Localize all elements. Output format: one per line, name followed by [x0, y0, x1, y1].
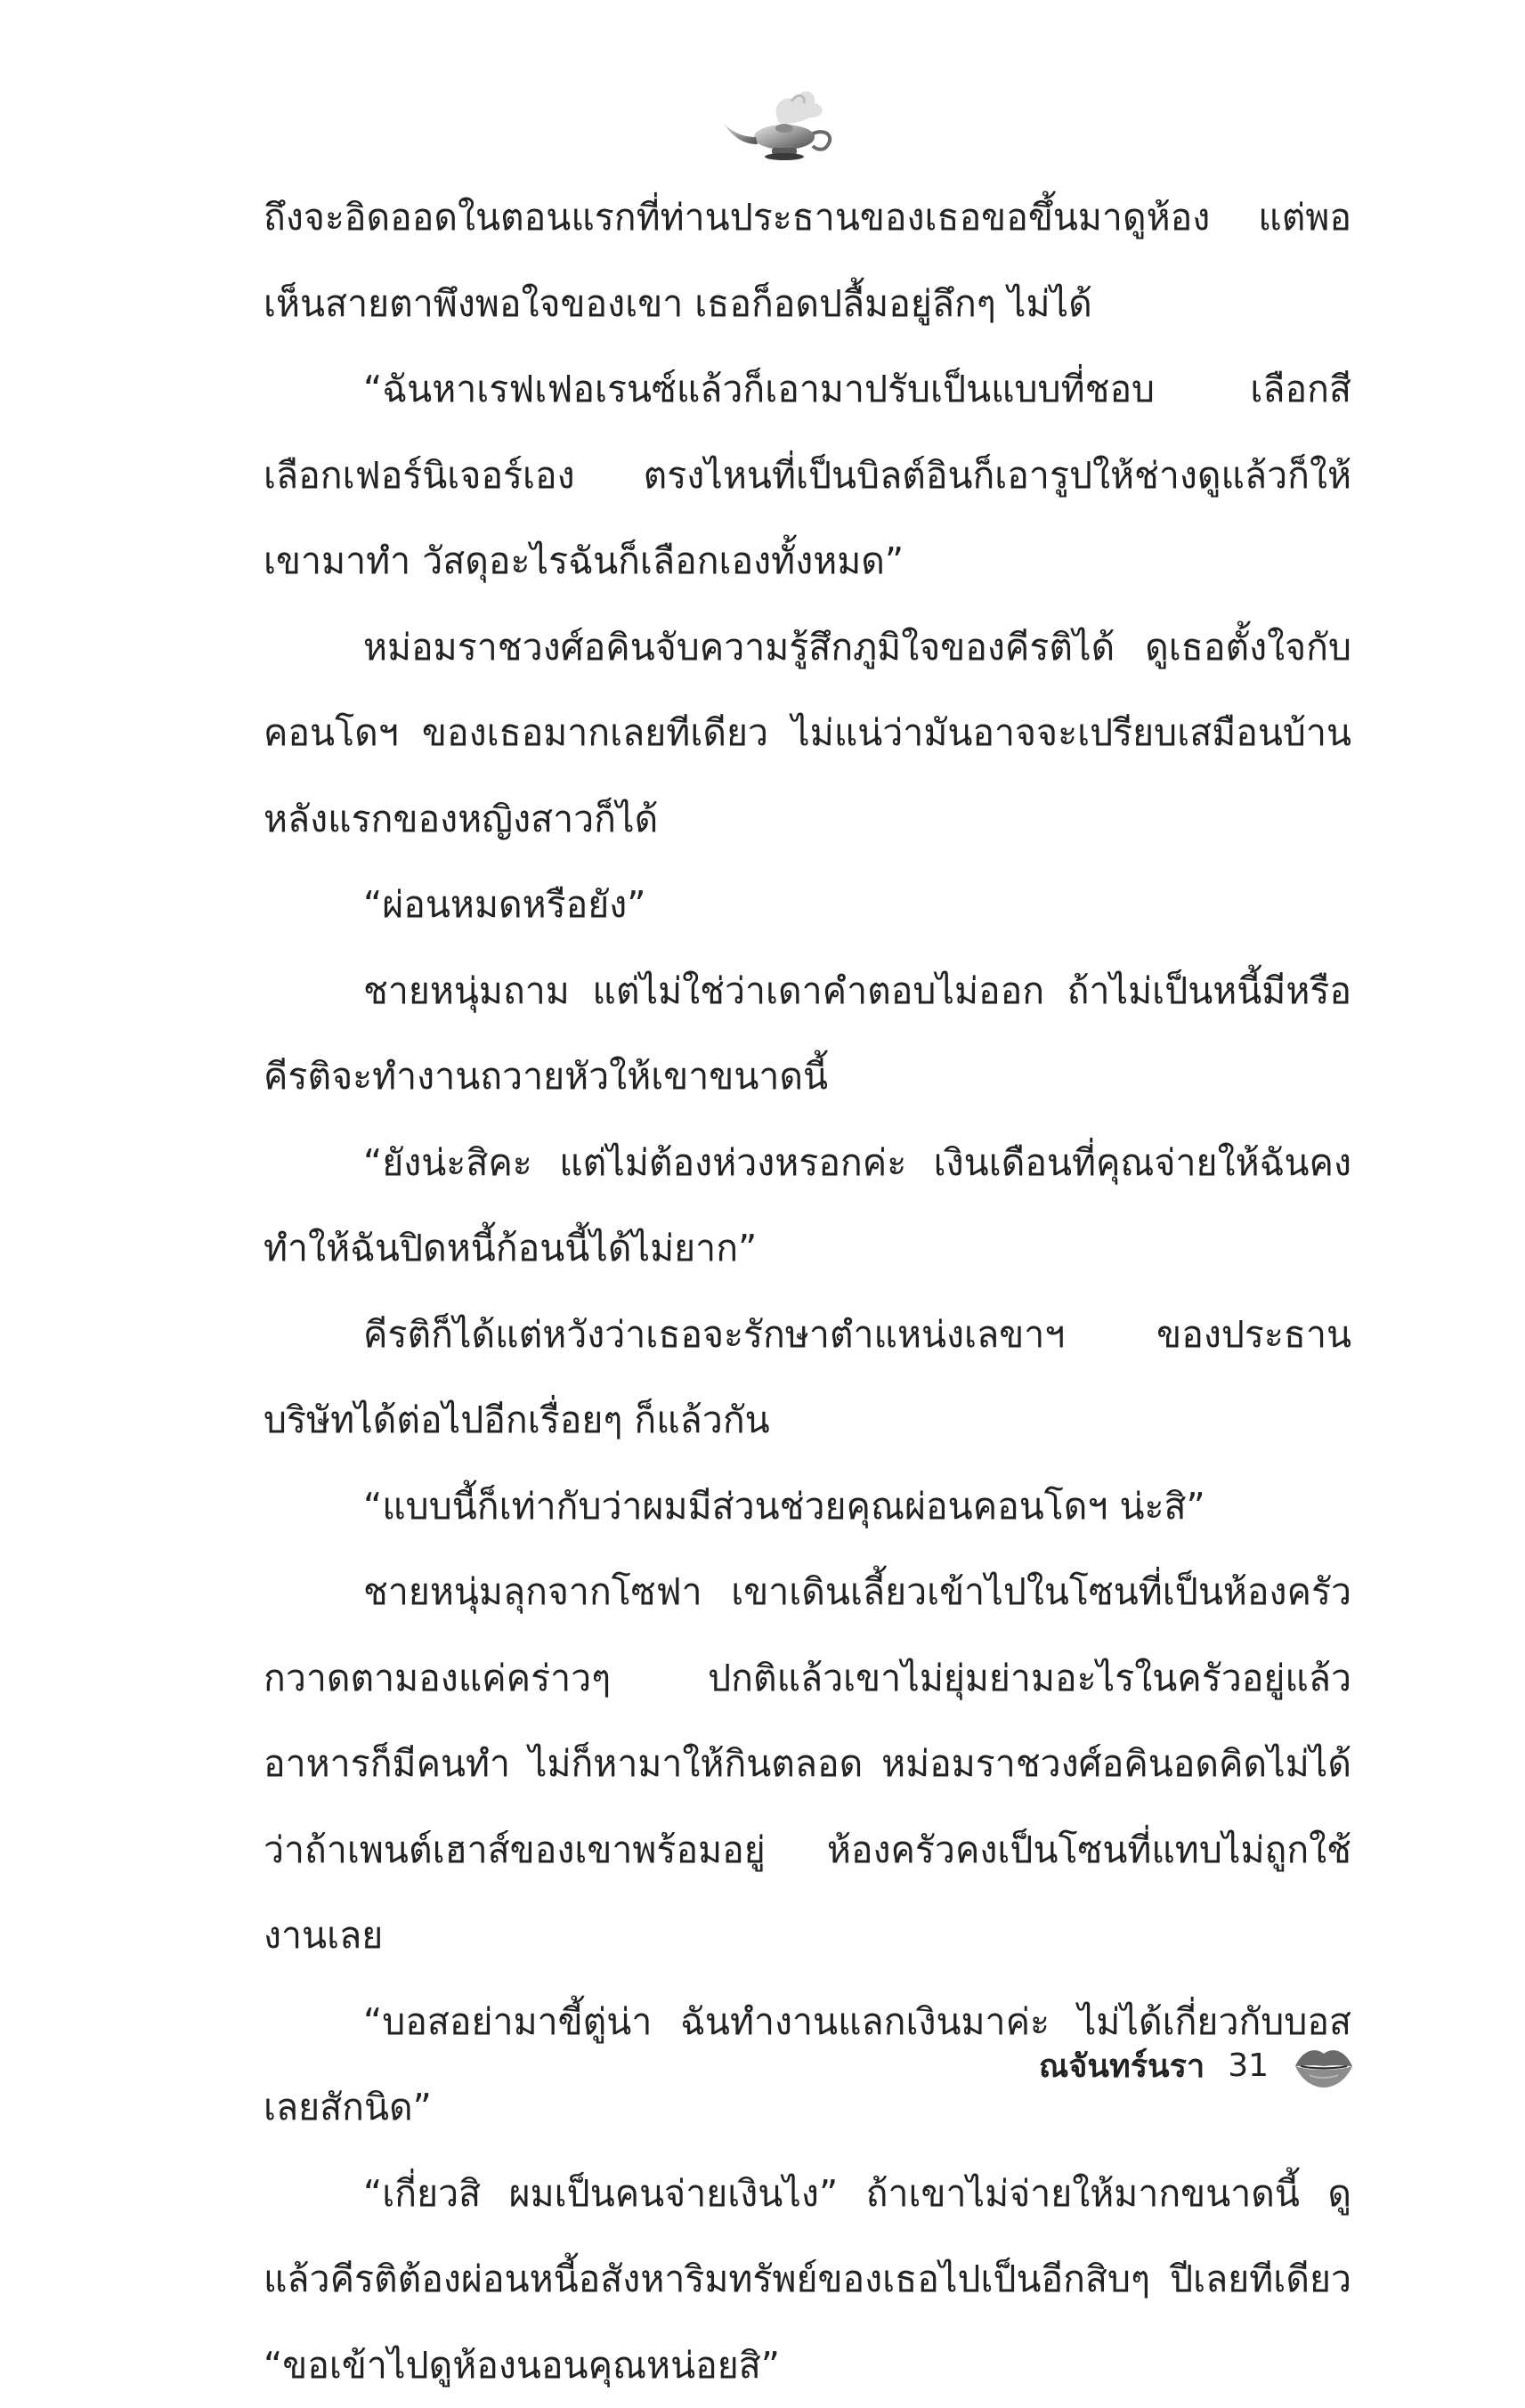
lips-kiss-icon: [1292, 2039, 1356, 2091]
paragraph: ชายหนุ่มลุกจากโซฟา เขาเดินเลี้ยวเข้าไปในโซนที่เป็นห้องครัว กวาดตามองแค่คร่าวๆ ปกติแล้วเขาไม่ยุ่มย่ามอะไรในครัวอยู่แล้ว อาหารก็มีคนทำ ไม่ก็หามาให้กินตลอด หม่อมราชวงศ์อคินอดคิดไม่ได้ว่าถ้าเพนต์เฮาส์ของเขาพร้อมอยู่ ห้องครัวคงเป็นโซนที่แทบไม่ถูกใช้งานเลย: [264, 1549, 1351, 1979]
page-number: 31: [1228, 2047, 1269, 2084]
paragraph: “บอสอย่ามาขี้ตู่น่า ฉันทำงานแลกเงินมาค่ะ ไม่ได้เกี่ยวกับบอสเลยสักนิด”: [264, 1979, 1351, 2151]
paragraph: “ผ่อนหมดหรือยัง”: [264, 862, 1351, 948]
paragraph: “ยังน่ะสิคะ แต่ไม่ต้องห่วงหรอกค่ะ เงินเดือนที่คุณจ่ายให้ฉันคงทำให้ฉันปิดหนี้ก้อนนี้ได้ไม่ยาก”: [264, 1120, 1351, 1292]
paragraph: หม่อมราชวงศ์อคินจับความรู้สึกภูมิใจของคีรติได้ ดูเธอตั้งใจกับคอนโดฯ ของเธอมากเลยทีเดียว ไม่แน่ว่ามันอาจจะเปรียบเสมือนบ้านหลังแรกของหญิงสาวก็ได้: [264, 604, 1351, 863]
paragraph: คีรติก็ได้แต่หวังว่าเธอจะรักษาตำแหน่งเลขาฯ ของประธานบริษัทได้ต่อไปอีกเรื่อยๆ ก็แล้วกัน: [264, 1292, 1351, 1463]
paragraph: ชายหนุ่มถาม แต่ไม่ใช่ว่าเดาคำตอบไม่ออก ถ้าไม่เป็นหนี้มีหรือคีรติจะทำงานถวายหัวให้เขาขนาดนี้: [264, 948, 1351, 1120]
genie-lamp-icon: [717, 69, 850, 167]
paragraph: ถึงจะอิดออดในตอนแรกที่ท่านประธานของเธอขอขึ้นมาดูห้อง แต่พอเห็นสายตาพึงพอใจของเขา เธอก็อดปลื้มอยู่ลึกๆ ไม่ได้: [264, 174, 1351, 346]
paragraph: “ฉันหาเรฟเฟอเรนซ์แล้วก็เอามาปรับเป็นแบบที่ชอบ เลือกสี เลือกเฟอร์นิเจอร์เอง ตรงไหนที่เป็นบิลต์อินก็เอารูปให้ช่างดูแล้วก็ให้เขามาทำ วัสดุอะไรฉันก็เลือกเองทั้งหมด”: [264, 346, 1351, 604]
author-name: ณจันทร์นรา: [1039, 2040, 1205, 2091]
page-footer: [1039, 2030, 1356, 2101]
paragraph: “แบบนี้ก็เท่ากับว่าผมมีส่วนช่วยคุณผ่อนคอนโดฯ น่ะสิ”: [264, 1463, 1351, 1550]
paragraph: “เกี่ยวสิ ผมเป็นคนจ่ายเงินไง” ถ้าเขาไม่จ่ายให้มากขนาดนี้ ดูแล้วคีรติต้องผ่อนหนี้อสังหาริมทรัพย์ของเธอไปเป็นอีกสิบๆ ปีเลยทีเดียว “ขอเข้าไปดูห้องนอนคุณหน่อยสิ”: [264, 2151, 1351, 2408]
